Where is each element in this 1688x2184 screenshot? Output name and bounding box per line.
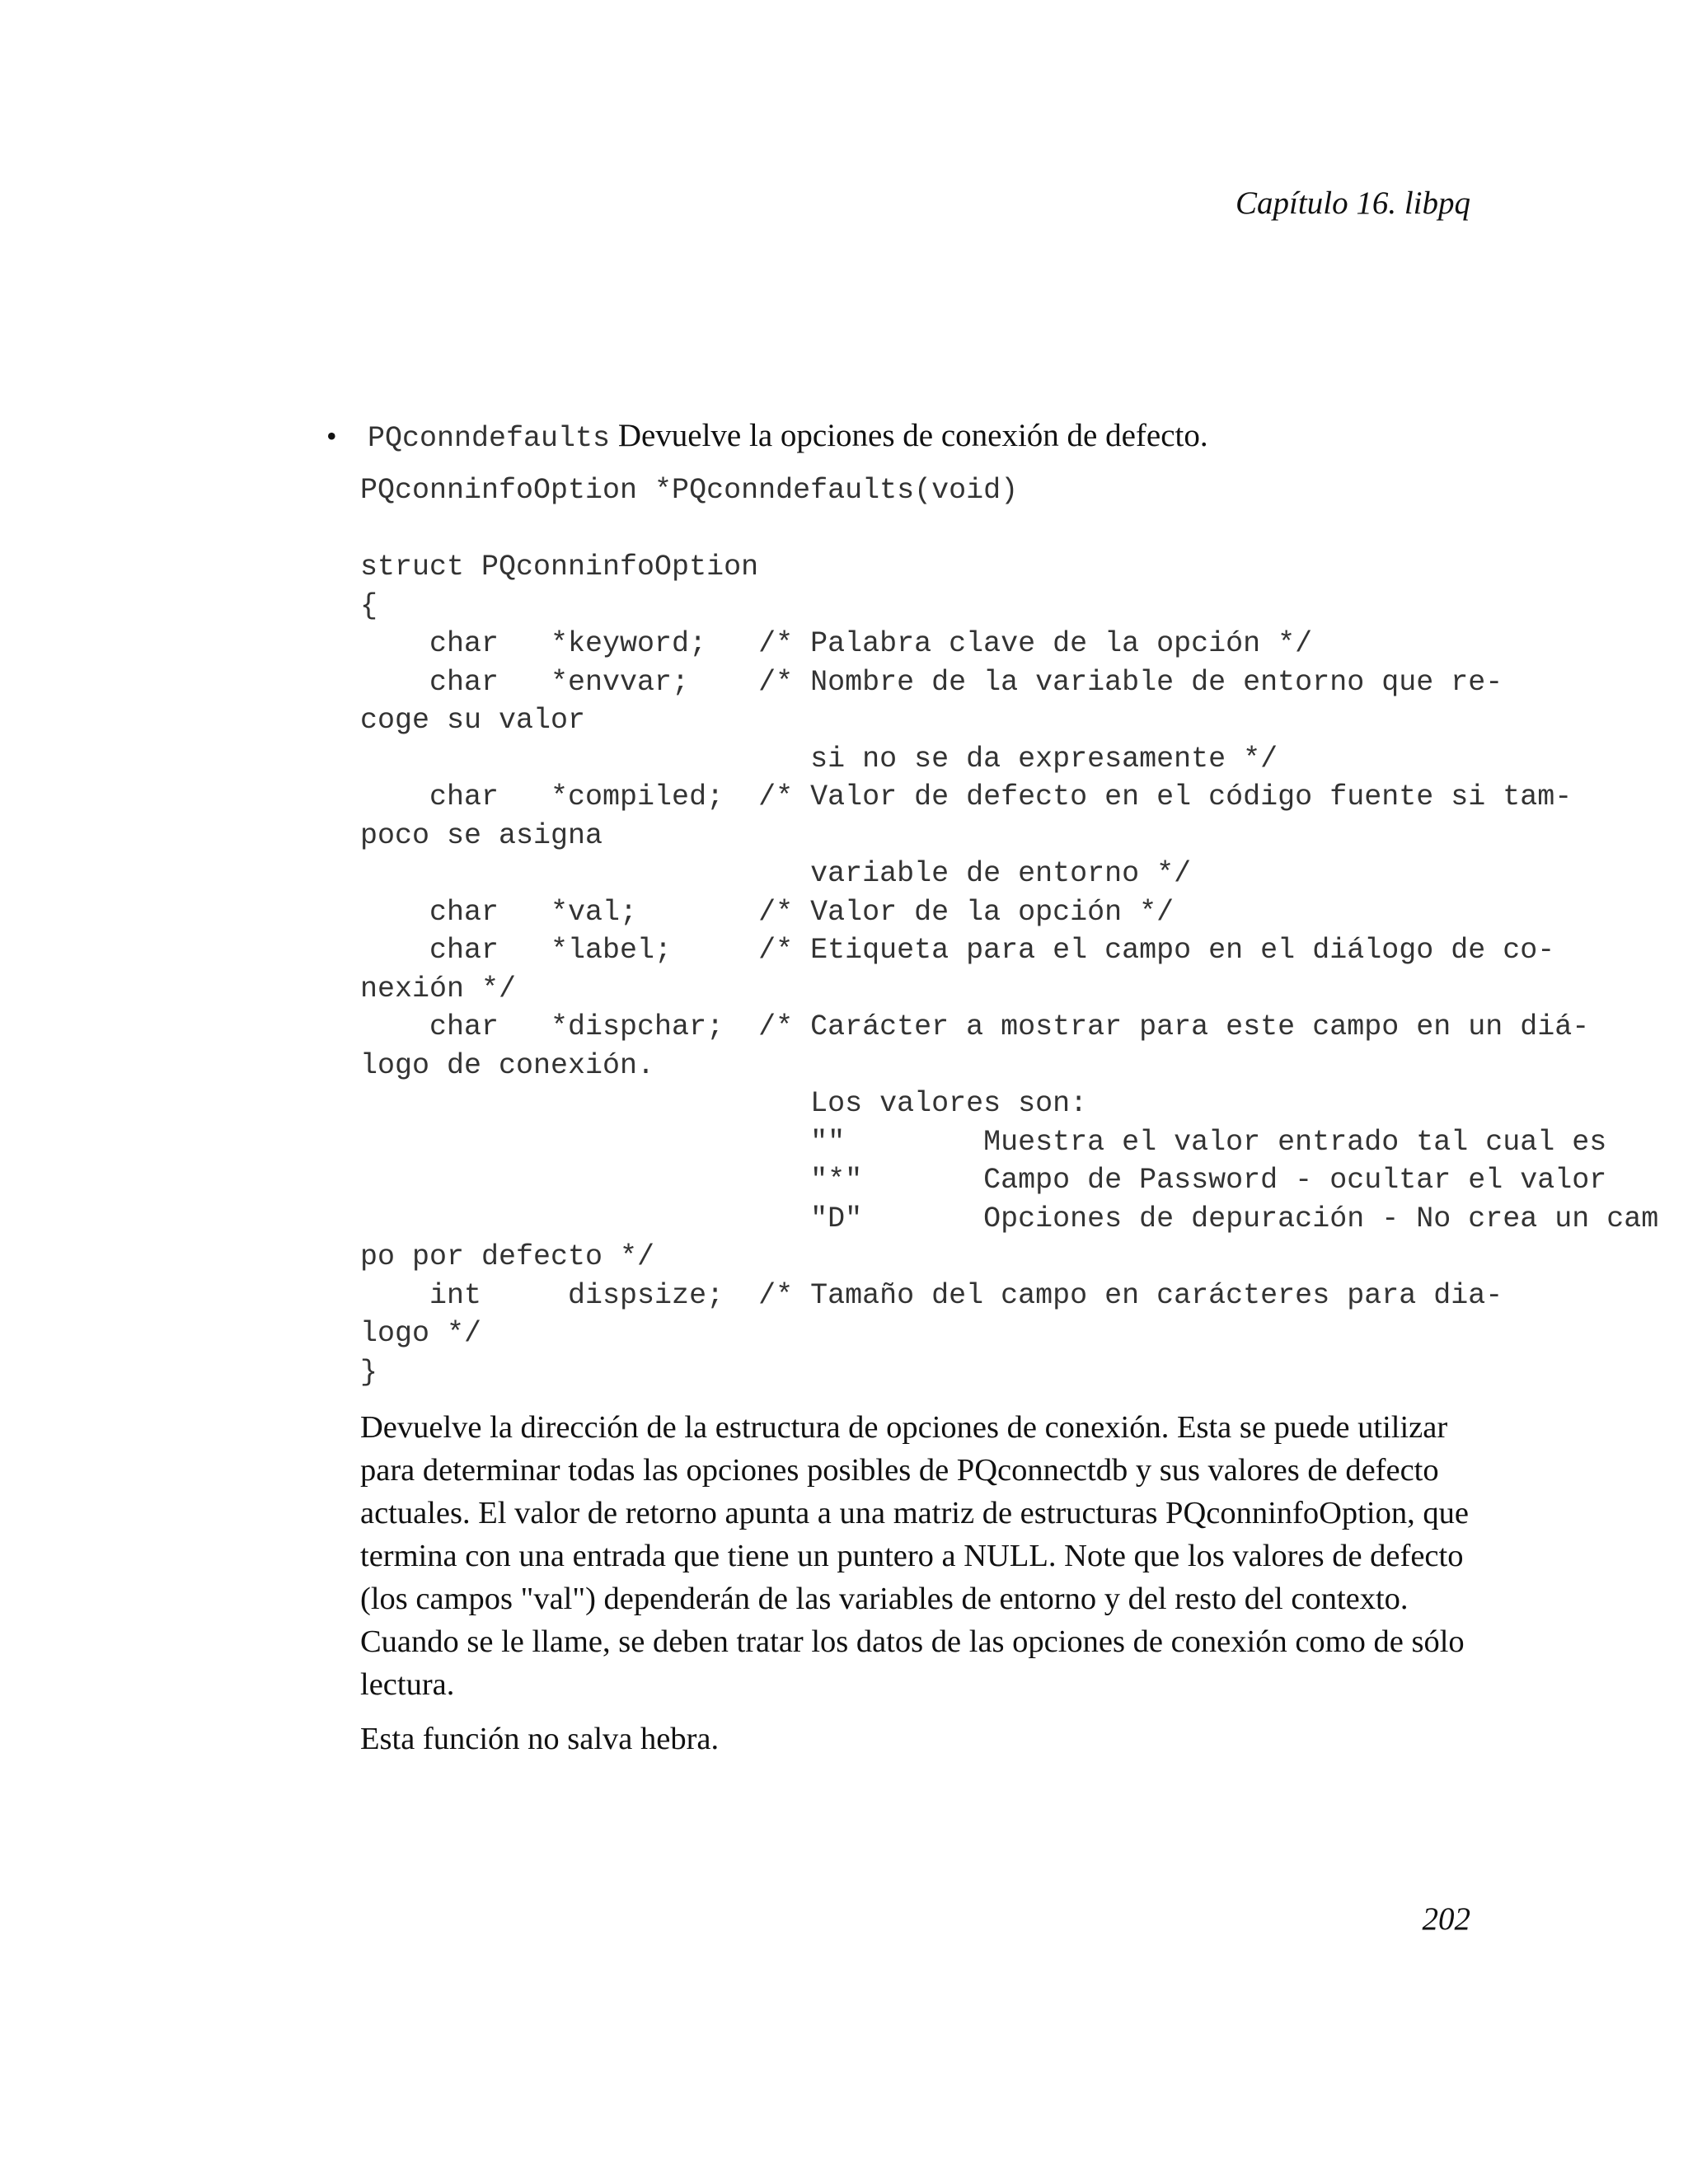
function-entry [326,417,1208,456]
description-paragraph: Devuelve la dirección de la estructura de opciones de conexión. Esta se puede utilizar para determinar todas las opciones posibles de PQconnectdb y sus valores de defecto actuales. El valor de retorno apunta a una matriz de estructuras PQconninfoOption, que termina con una entrada que tiene un puntero a NULL. Note que los valores de defecto (los campos "val") dependerán de las variables de entorno y del resto del contexto. Cuando se le llame, se deben tratar los datos de las opciones de conexión como de sólo lectura. [360,1410,1469,1702]
bullet-icon: • [326,419,337,452]
thread-safety-note: Esta función no salva hebra. [360,1722,720,1756]
page-number: 202 [1422,1901,1470,1937]
function-summary: Devuelve la opciones de conexión de defecto. [610,418,1208,453]
code-listing: PQconninfoOption *PQconndefaults(void) struct PQconninfoOption { char *keyword; /* Palabra clave de la opción */ char *envvar; /* Nombre de la variable de entorno que re- coge su valor si no se da expresamente */ char *compiled; /* Valor de defecto en el código fuente si tam- poco se asigna variable de entorno */ char *val; /* Valor de la opción */ char *label; /* Etiqueta para el campo en el diálogo de co- nexión */ char *dispchar; /* Carácter a mostrar para este campo en un diá- logo de conexión. Los valores son: "" Muestra el valor entrado tal cual es "*" Campo de Password - ocultar el valor "D" Opciones de depuración - No crea un cam po por defecto */ int dispsize; /* Tamaño del campo en carácteres para dia- logo */ } [360,474,1659,1389]
function-name: PQconndefaults [368,422,611,455]
running-header: Capítulo 16. libpq [1236,185,1470,221]
